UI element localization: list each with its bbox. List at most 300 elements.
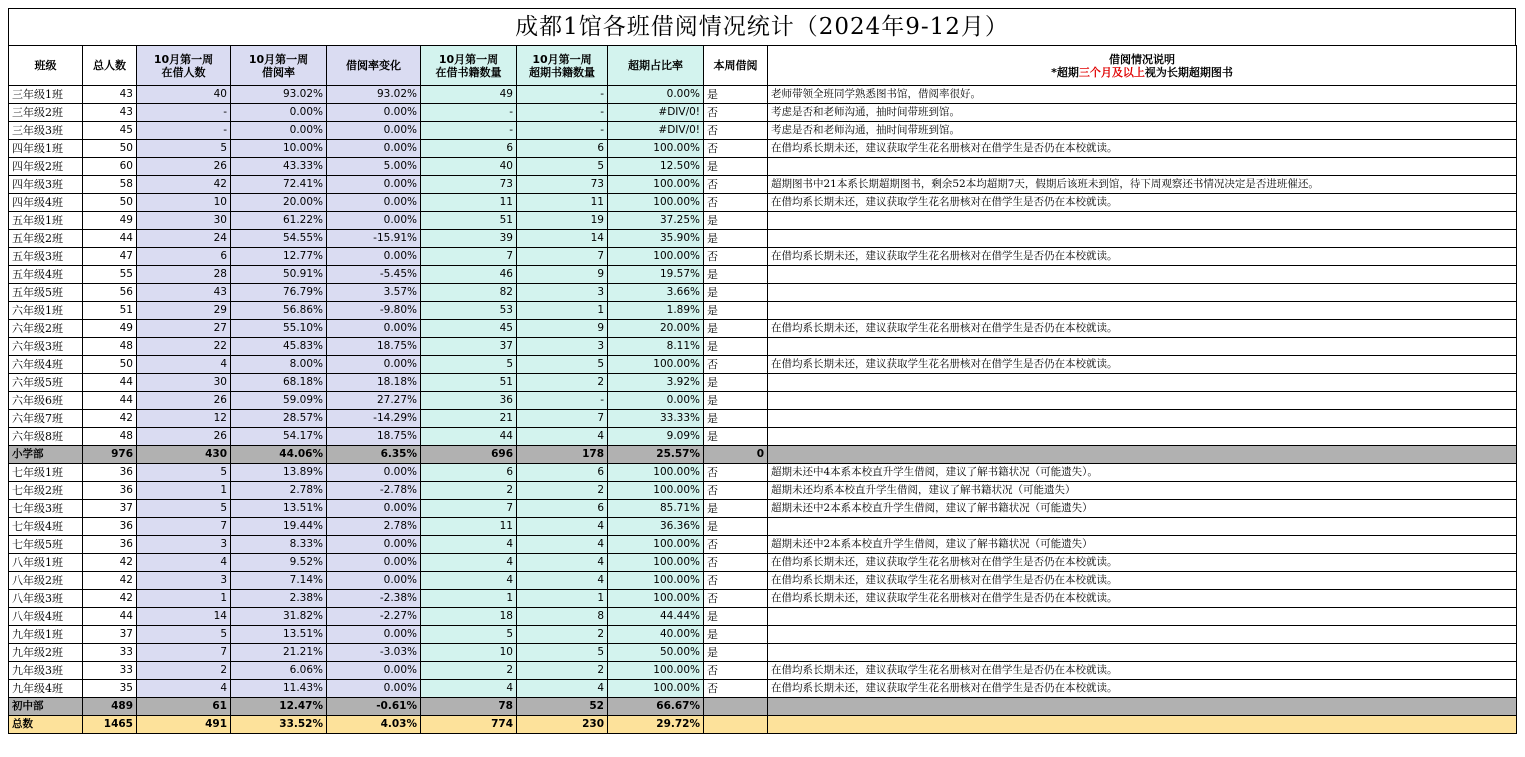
cell-note bbox=[768, 644, 1517, 662]
cell-ratio: 37.25% bbox=[608, 212, 704, 230]
cell-week: 0 bbox=[704, 446, 768, 464]
cell-borrowers: 3 bbox=[137, 572, 231, 590]
cell-total: 33 bbox=[83, 662, 137, 680]
cell-total: 43 bbox=[83, 104, 137, 122]
cell-ratio: 100.00% bbox=[608, 680, 704, 698]
cell-class: 九年级2班 bbox=[9, 644, 83, 662]
cell-books: 4 bbox=[421, 554, 517, 572]
cell-total: 489 bbox=[83, 698, 137, 716]
cell-week: 否 bbox=[704, 356, 768, 374]
cell-week: 是 bbox=[704, 320, 768, 338]
cell-rate: 13.51% bbox=[231, 500, 327, 518]
cell-change: 3.57% bbox=[327, 284, 421, 302]
cell-week: 否 bbox=[704, 122, 768, 140]
cell-total: 33 bbox=[83, 644, 137, 662]
cell-class: 七年级3班 bbox=[9, 500, 83, 518]
cell-class: 八年级1班 bbox=[9, 554, 83, 572]
cell-books: 6 bbox=[421, 140, 517, 158]
cell-change: 0.00% bbox=[327, 320, 421, 338]
cell-ratio: 8.11% bbox=[608, 338, 704, 356]
cell-total: 36 bbox=[83, 536, 137, 554]
cell-borrowers: 26 bbox=[137, 428, 231, 446]
cell-week: 是 bbox=[704, 518, 768, 536]
spreadsheet bbox=[8, 8, 1516, 734]
cell-overdue: 4 bbox=[517, 536, 608, 554]
cell-class: 总数 bbox=[9, 716, 83, 734]
cell-ratio: #DIV/0! bbox=[608, 122, 704, 140]
table-row bbox=[9, 176, 1517, 194]
cell-borrowers: - bbox=[137, 104, 231, 122]
table-row bbox=[9, 482, 1517, 500]
cell-borrowers: 430 bbox=[137, 446, 231, 464]
cell-borrowers: 4 bbox=[137, 680, 231, 698]
cell-class: 七年级1班 bbox=[9, 464, 83, 482]
sheet-title: 成都1馆各班借阅情况统计（2024年9-12月） bbox=[8, 8, 1516, 45]
cell-total: 48 bbox=[83, 428, 137, 446]
cell-week: 否 bbox=[704, 104, 768, 122]
cell-change: -2.38% bbox=[327, 590, 421, 608]
cell-ratio: 35.90% bbox=[608, 230, 704, 248]
cell-borrowers: 2 bbox=[137, 662, 231, 680]
cell-week: 是 bbox=[704, 608, 768, 626]
cell-rate: 0.00% bbox=[231, 104, 327, 122]
cell-rate: 21.21% bbox=[231, 644, 327, 662]
cell-change: 5.00% bbox=[327, 158, 421, 176]
col-header-note: 借阅情况说明 *超期三个月及以上视为长期超期图书 bbox=[768, 46, 1517, 86]
cell-total: 42 bbox=[83, 554, 137, 572]
cell-overdue: 9 bbox=[517, 266, 608, 284]
table-row bbox=[9, 140, 1517, 158]
cell-total: 56 bbox=[83, 284, 137, 302]
cell-note: 在借均系长期未还，建议获取学生花名册核对在借学生是否仍在本校就读。 bbox=[768, 356, 1517, 374]
cell-borrowers: 43 bbox=[137, 284, 231, 302]
cell-class: 五年级2班 bbox=[9, 230, 83, 248]
cell-books: 4 bbox=[421, 572, 517, 590]
table-row bbox=[9, 662, 1517, 680]
cell-week: 是 bbox=[704, 410, 768, 428]
cell-books: 73 bbox=[421, 176, 517, 194]
cell-overdue: 52 bbox=[517, 698, 608, 716]
cell-rate: 61.22% bbox=[231, 212, 327, 230]
cell-ratio: 50.00% bbox=[608, 644, 704, 662]
cell-rate: 19.44% bbox=[231, 518, 327, 536]
cell-total: 976 bbox=[83, 446, 137, 464]
cell-ratio: 100.00% bbox=[608, 176, 704, 194]
cell-overdue: 230 bbox=[517, 716, 608, 734]
table-row bbox=[9, 500, 1517, 518]
cell-week: 是 bbox=[704, 392, 768, 410]
cell-overdue: 5 bbox=[517, 644, 608, 662]
cell-borrowers: 24 bbox=[137, 230, 231, 248]
cell-class: 九年级3班 bbox=[9, 662, 83, 680]
cell-rate: 11.43% bbox=[231, 680, 327, 698]
cell-books: 49 bbox=[421, 86, 517, 104]
cell-change: 0.00% bbox=[327, 176, 421, 194]
cell-class: 五年级5班 bbox=[9, 284, 83, 302]
cell-note: 考虑是否和老师沟通，抽时间带班到馆。 bbox=[768, 104, 1517, 122]
cell-borrowers: 28 bbox=[137, 266, 231, 284]
cell-books: 5 bbox=[421, 626, 517, 644]
cell-ratio: 66.67% bbox=[608, 698, 704, 716]
cell-total: 42 bbox=[83, 572, 137, 590]
cell-ratio: 100.00% bbox=[608, 482, 704, 500]
cell-total: 37 bbox=[83, 626, 137, 644]
table-row bbox=[9, 536, 1517, 554]
cell-rate: 43.33% bbox=[231, 158, 327, 176]
cell-rate: 55.10% bbox=[231, 320, 327, 338]
cell-class: 七年级4班 bbox=[9, 518, 83, 536]
cell-total: 51 bbox=[83, 302, 137, 320]
cell-overdue: 3 bbox=[517, 284, 608, 302]
cell-total: 36 bbox=[83, 464, 137, 482]
cell-note bbox=[768, 428, 1517, 446]
cell-note: 在借均系长期未还，建议获取学生花名册核对在借学生是否仍在本校就读。 bbox=[768, 680, 1517, 698]
cell-total: 47 bbox=[83, 248, 137, 266]
cell-borrowers: 29 bbox=[137, 302, 231, 320]
cell-note bbox=[768, 626, 1517, 644]
cell-note bbox=[768, 266, 1517, 284]
cell-class: 七年级2班 bbox=[9, 482, 83, 500]
table-row bbox=[9, 104, 1517, 122]
cell-note: 老师带领全班同学熟悉图书馆，借阅率很好。 bbox=[768, 86, 1517, 104]
cell-rate: 2.38% bbox=[231, 590, 327, 608]
cell-change: 18.18% bbox=[327, 374, 421, 392]
cell-week: 否 bbox=[704, 536, 768, 554]
cell-books: 21 bbox=[421, 410, 517, 428]
cell-borrowers: 5 bbox=[137, 464, 231, 482]
table-row bbox=[9, 626, 1517, 644]
table-row bbox=[9, 86, 1517, 104]
cell-overdue: 4 bbox=[517, 518, 608, 536]
table-row bbox=[9, 356, 1517, 374]
cell-ratio: 85.71% bbox=[608, 500, 704, 518]
cell-week: 是 bbox=[704, 230, 768, 248]
cell-note: 在借均系长期未还，建议获取学生花名册核对在借学生是否仍在本校就读。 bbox=[768, 194, 1517, 212]
stats-table bbox=[8, 45, 1517, 734]
cell-ratio: 100.00% bbox=[608, 572, 704, 590]
cell-rate: 2.78% bbox=[231, 482, 327, 500]
cell-note bbox=[768, 698, 1517, 716]
cell-change: -2.78% bbox=[327, 482, 421, 500]
cell-rate: 72.41% bbox=[231, 176, 327, 194]
cell-class: 三年级2班 bbox=[9, 104, 83, 122]
cell-note bbox=[768, 608, 1517, 626]
cell-rate: 59.09% bbox=[231, 392, 327, 410]
cell-week: 是 bbox=[704, 284, 768, 302]
col-header-week: 本周借阅 bbox=[704, 46, 768, 86]
cell-ratio: 100.00% bbox=[608, 554, 704, 572]
cell-total: 60 bbox=[83, 158, 137, 176]
cell-overdue: 7 bbox=[517, 410, 608, 428]
cell-change: 0.00% bbox=[327, 356, 421, 374]
cell-borrowers: 7 bbox=[137, 518, 231, 536]
cell-books: 5 bbox=[421, 356, 517, 374]
cell-overdue: 3 bbox=[517, 338, 608, 356]
cell-ratio: 100.00% bbox=[608, 590, 704, 608]
cell-note bbox=[768, 302, 1517, 320]
cell-overdue: 1 bbox=[517, 590, 608, 608]
cell-rate: 54.17% bbox=[231, 428, 327, 446]
cell-total: 44 bbox=[83, 230, 137, 248]
cell-week: 是 bbox=[704, 158, 768, 176]
cell-class: 六年级2班 bbox=[9, 320, 83, 338]
cell-rate: 6.06% bbox=[231, 662, 327, 680]
cell-total: 50 bbox=[83, 140, 137, 158]
cell-overdue: 9 bbox=[517, 320, 608, 338]
cell-rate: 12.47% bbox=[231, 698, 327, 716]
cell-rate: 45.83% bbox=[231, 338, 327, 356]
header-row bbox=[9, 46, 1517, 86]
cell-overdue: 2 bbox=[517, 626, 608, 644]
cell-overdue: - bbox=[517, 122, 608, 140]
cell-borrowers: 14 bbox=[137, 608, 231, 626]
cell-note: 超期图书中21本系长期超期图书，剩余52本均超期7天，假期后该班未到馆，待下周观察还书情况决定是否进班催还。 bbox=[768, 176, 1517, 194]
cell-rate: 93.02% bbox=[231, 86, 327, 104]
cell-week: 否 bbox=[704, 248, 768, 266]
cell-total: 49 bbox=[83, 212, 137, 230]
cell-class: 五年级4班 bbox=[9, 266, 83, 284]
cell-books: 39 bbox=[421, 230, 517, 248]
cell-borrowers: 7 bbox=[137, 644, 231, 662]
cell-class: 四年级2班 bbox=[9, 158, 83, 176]
cell-borrowers: 5 bbox=[137, 500, 231, 518]
cell-borrowers: 4 bbox=[137, 356, 231, 374]
cell-week bbox=[704, 716, 768, 734]
table-row bbox=[9, 518, 1517, 536]
cell-week: 是 bbox=[704, 428, 768, 446]
cell-overdue: 5 bbox=[517, 356, 608, 374]
cell-week: 是 bbox=[704, 86, 768, 104]
cell-ratio: 100.00% bbox=[608, 140, 704, 158]
cell-rate: 13.89% bbox=[231, 464, 327, 482]
cell-class: 九年级1班 bbox=[9, 626, 83, 644]
cell-change: -15.91% bbox=[327, 230, 421, 248]
cell-week: 否 bbox=[704, 572, 768, 590]
cell-rate: 54.55% bbox=[231, 230, 327, 248]
cell-class: 三年级3班 bbox=[9, 122, 83, 140]
col-header-class: 班级 bbox=[9, 46, 83, 86]
cell-ratio: 100.00% bbox=[608, 536, 704, 554]
cell-total: 42 bbox=[83, 410, 137, 428]
cell-overdue: 11 bbox=[517, 194, 608, 212]
col-header-change: 借阅率变化 bbox=[327, 46, 421, 86]
cell-borrowers: 22 bbox=[137, 338, 231, 356]
cell-ratio: #DIV/0! bbox=[608, 104, 704, 122]
cell-ratio: 40.00% bbox=[608, 626, 704, 644]
total-row bbox=[9, 716, 1517, 734]
cell-week: 是 bbox=[704, 266, 768, 284]
col-header-borrowers: 10月第一周 在借人数 bbox=[137, 46, 231, 86]
cell-change: 0.00% bbox=[327, 104, 421, 122]
cell-week: 是 bbox=[704, 212, 768, 230]
cell-class: 六年级3班 bbox=[9, 338, 83, 356]
cell-books: 11 bbox=[421, 194, 517, 212]
cell-overdue: 6 bbox=[517, 464, 608, 482]
cell-week: 是 bbox=[704, 374, 768, 392]
cell-borrowers: 5 bbox=[137, 140, 231, 158]
cell-note bbox=[768, 392, 1517, 410]
cell-books: 78 bbox=[421, 698, 517, 716]
cell-class: 四年级1班 bbox=[9, 140, 83, 158]
cell-ratio: 9.09% bbox=[608, 428, 704, 446]
cell-books: 1 bbox=[421, 590, 517, 608]
cell-borrowers: 12 bbox=[137, 410, 231, 428]
cell-overdue: 2 bbox=[517, 662, 608, 680]
cell-note: 在借均系长期未还，建议获取学生花名册核对在借学生是否仍在本校就读。 bbox=[768, 140, 1517, 158]
cell-class: 六年级5班 bbox=[9, 374, 83, 392]
cell-week bbox=[704, 698, 768, 716]
cell-borrowers: 4 bbox=[137, 554, 231, 572]
cell-week: 是 bbox=[704, 338, 768, 356]
cell-borrowers: 26 bbox=[137, 392, 231, 410]
cell-books: 4 bbox=[421, 680, 517, 698]
cell-total: 1465 bbox=[83, 716, 137, 734]
cell-overdue: 1 bbox=[517, 302, 608, 320]
cell-ratio: 0.00% bbox=[608, 86, 704, 104]
cell-borrowers: 26 bbox=[137, 158, 231, 176]
table-row bbox=[9, 248, 1517, 266]
cell-borrowers: - bbox=[137, 122, 231, 140]
cell-total: 44 bbox=[83, 374, 137, 392]
cell-books: 10 bbox=[421, 644, 517, 662]
table-row bbox=[9, 464, 1517, 482]
cell-books: 7 bbox=[421, 248, 517, 266]
cell-rate: 0.00% bbox=[231, 122, 327, 140]
cell-overdue: 178 bbox=[517, 446, 608, 464]
table-row bbox=[9, 428, 1517, 446]
cell-books: 696 bbox=[421, 446, 517, 464]
cell-ratio: 20.00% bbox=[608, 320, 704, 338]
cell-change: 0.00% bbox=[327, 500, 421, 518]
cell-week: 否 bbox=[704, 554, 768, 572]
cell-books: 46 bbox=[421, 266, 517, 284]
table-body bbox=[9, 86, 1517, 734]
cell-note bbox=[768, 716, 1517, 734]
cell-change: 0.00% bbox=[327, 626, 421, 644]
cell-overdue: 73 bbox=[517, 176, 608, 194]
cell-ratio: 3.92% bbox=[608, 374, 704, 392]
cell-week: 否 bbox=[704, 176, 768, 194]
cell-borrowers: 40 bbox=[137, 86, 231, 104]
cell-week: 是 bbox=[704, 302, 768, 320]
cell-note: 超期未还均系本校直升学生借阅，建议了解书籍状况（可能遗失） bbox=[768, 482, 1517, 500]
cell-note: 超期未还中2本系本校直升学生借阅，建议了解书籍状况（可能遗失） bbox=[768, 536, 1517, 554]
cell-class: 六年级4班 bbox=[9, 356, 83, 374]
cell-rate: 31.82% bbox=[231, 608, 327, 626]
cell-overdue: 6 bbox=[517, 500, 608, 518]
cell-rate: 56.86% bbox=[231, 302, 327, 320]
cell-ratio: 100.00% bbox=[608, 248, 704, 266]
table-row bbox=[9, 590, 1517, 608]
table-row bbox=[9, 608, 1517, 626]
cell-rate: 13.51% bbox=[231, 626, 327, 644]
cell-total: 36 bbox=[83, 518, 137, 536]
cell-change: 18.75% bbox=[327, 338, 421, 356]
cell-rate: 7.14% bbox=[231, 572, 327, 590]
cell-week: 否 bbox=[704, 662, 768, 680]
cell-week: 是 bbox=[704, 626, 768, 644]
table-row bbox=[9, 212, 1517, 230]
cell-change: 2.78% bbox=[327, 518, 421, 536]
cell-rate: 10.00% bbox=[231, 140, 327, 158]
cell-class: 小学部 bbox=[9, 446, 83, 464]
cell-total: 48 bbox=[83, 338, 137, 356]
cell-total: 42 bbox=[83, 590, 137, 608]
cell-borrowers: 491 bbox=[137, 716, 231, 734]
cell-overdue: 4 bbox=[517, 428, 608, 446]
cell-total: 55 bbox=[83, 266, 137, 284]
table-row bbox=[9, 572, 1517, 590]
cell-borrowers: 3 bbox=[137, 536, 231, 554]
cell-change: 0.00% bbox=[327, 122, 421, 140]
cell-ratio: 36.36% bbox=[608, 518, 704, 536]
cell-ratio: 0.00% bbox=[608, 392, 704, 410]
cell-overdue: - bbox=[517, 86, 608, 104]
cell-overdue: 2 bbox=[517, 482, 608, 500]
cell-rate: 76.79% bbox=[231, 284, 327, 302]
cell-borrowers: 1 bbox=[137, 590, 231, 608]
table-row bbox=[9, 374, 1517, 392]
cell-rate: 8.33% bbox=[231, 536, 327, 554]
cell-rate: 44.06% bbox=[231, 446, 327, 464]
cell-books: 4 bbox=[421, 536, 517, 554]
cell-note bbox=[768, 230, 1517, 248]
cell-books: 40 bbox=[421, 158, 517, 176]
cell-overdue: 4 bbox=[517, 572, 608, 590]
cell-note: 在借均系长期未还，建议获取学生花名册核对在借学生是否仍在本校就读。 bbox=[768, 320, 1517, 338]
cell-change: -9.80% bbox=[327, 302, 421, 320]
cell-rate: 50.91% bbox=[231, 266, 327, 284]
cell-class: 六年级1班 bbox=[9, 302, 83, 320]
cell-class: 六年级6班 bbox=[9, 392, 83, 410]
cell-note bbox=[768, 410, 1517, 428]
cell-class: 六年级7班 bbox=[9, 410, 83, 428]
cell-note: 考虑是否和老师沟通，抽时间带班到馆。 bbox=[768, 122, 1517, 140]
cell-week: 否 bbox=[704, 680, 768, 698]
cell-borrowers: 42 bbox=[137, 176, 231, 194]
table-row bbox=[9, 194, 1517, 212]
cell-class: 三年级1班 bbox=[9, 86, 83, 104]
cell-total: 45 bbox=[83, 122, 137, 140]
cell-week: 否 bbox=[704, 482, 768, 500]
cell-ratio: 19.57% bbox=[608, 266, 704, 284]
cell-overdue: 5 bbox=[517, 158, 608, 176]
cell-total: 50 bbox=[83, 194, 137, 212]
cell-class: 八年级2班 bbox=[9, 572, 83, 590]
cell-class: 六年级8班 bbox=[9, 428, 83, 446]
cell-rate: 20.00% bbox=[231, 194, 327, 212]
cell-change: 6.35% bbox=[327, 446, 421, 464]
cell-books: 7 bbox=[421, 500, 517, 518]
cell-change: 4.03% bbox=[327, 716, 421, 734]
cell-week: 是 bbox=[704, 644, 768, 662]
cell-ratio: 25.57% bbox=[608, 446, 704, 464]
cell-class: 四年级3班 bbox=[9, 176, 83, 194]
cell-rate: 9.52% bbox=[231, 554, 327, 572]
col-header-ratio: 超期占比率 bbox=[608, 46, 704, 86]
subtotal-row bbox=[9, 698, 1517, 716]
cell-books: 18 bbox=[421, 608, 517, 626]
col-header-total: 总人数 bbox=[83, 46, 137, 86]
cell-total: 43 bbox=[83, 86, 137, 104]
cell-rate: 33.52% bbox=[231, 716, 327, 734]
cell-books: 6 bbox=[421, 464, 517, 482]
cell-ratio: 3.66% bbox=[608, 284, 704, 302]
cell-ratio: 100.00% bbox=[608, 194, 704, 212]
cell-overdue: 4 bbox=[517, 680, 608, 698]
cell-change: 0.00% bbox=[327, 572, 421, 590]
table-row bbox=[9, 302, 1517, 320]
